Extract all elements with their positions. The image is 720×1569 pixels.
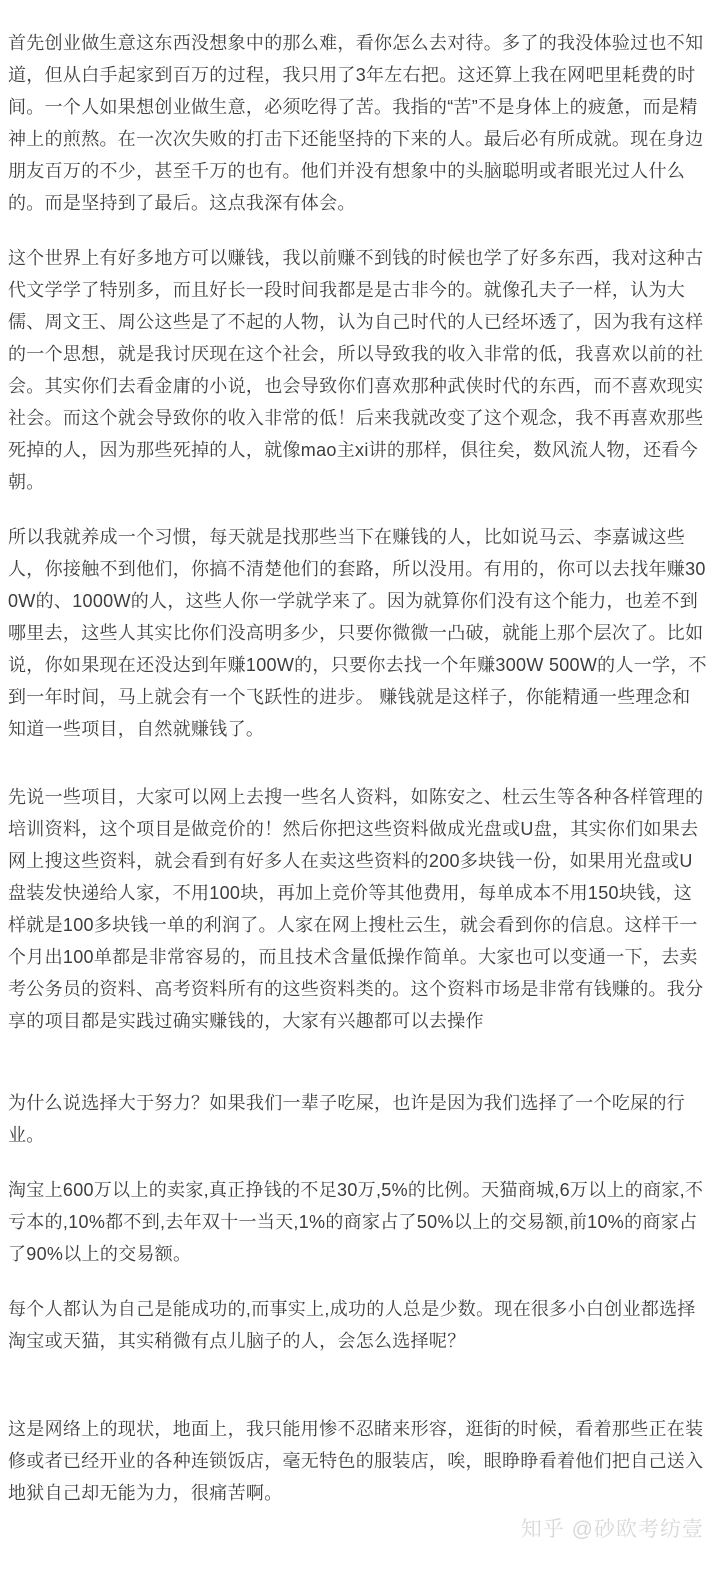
article-paragraph-4: 先说一些项目，大家可以网上去搜一些名人资料，如陈安之、杜云生等各种各样管理的培训资料，这个项目是做竞价的！然后你把这些资料做成光盘或U盘，其实你们如果去网上搜这些资料，就会看到有好多人在卖这些资料的200多块钱一份，如果用光盘或U盘装发快递给人家，不用100块，再加上竞价等其他费用，每单成本不用150块钱，这样就是100多块钱一单的利润了。人家在网上搜杜云生，就会看到你的信息。这样干一个月出100单都是非常容易的，而且技术含量低操作简单。大家也可以变通一下，去卖考公务员的资料、高考资料所有的这些资料类的。这个资料市场是非常有钱赚的。我分享的项目都是实践过确实赚钱的，大家有兴趣都可以去操作: [8, 787, 704, 1031]
article-paragraph-6: 淘宝上600万以上的卖家,真正挣钱的不足30万,5%的比例。天猫商城,6万以上的商家,不亏本的,10%都不到,去年双十一当天,1%的商家占了50%以上的交易额,前10%的商家占了90%以上的交易额。: [8, 1180, 704, 1264]
article-paragraph-1: 首先创业做生意这东西没想象中的那么难，看你怎么去对待。多了的我没体验过也不知道，但从白手起家到百万的过程，我只用了3年左右把。这还算上我在网吧里耗费的时间。一个人如果想创业做生意，必须吃得了苦。我指的“苦”不是身体上的疲惫，而是精神上的煎熬。在一次次失败的打击下还能坚持的下来的人。最后必有所成就。现在身边朋友百万的不少，甚至千万的也有。他们并没有想象中的头脑聪明或者眼光过人什么的。而是坚持到了最后。这点我深有体会。: [8, 33, 704, 213]
zhihu-watermark: 知乎 @砂欧考纺壹: [520, 1518, 704, 1541]
article-paragraph-3: 所以我就养成一个习惯，每天就是找那些当下在赚钱的人，比如说马云、李嘉诚这些人，你接触不到他们，你搞不清楚他们的套路，所以没用。有用的，你可以去找年赚300W的、1000W的人，这些人你一学就学来了。因为就算你们没有这个能力，也差不到哪里去，这些人其实比你们没高明多少，只要你微微一凸破，就能上那个层次了。比如说，你如果现在还没达到年赚100W的，只要你去找一个年赚300W 500W的人一学，不到一年时间，马上就会有一个飞跃性的进步。 赚钱就是这样子，你能精通一些理念和知道一些项目，自然就赚钱了。: [8, 527, 707, 739]
article-paragraph-7: 每个人都认为自己是能成功的,而事实上,成功的人总是少数。现在很多小白创业都选择淘宝或天猫，其实稍微有点儿脑子的人，会怎么选择呢？: [8, 1299, 696, 1351]
article-paragraph-8: 这是网络上的现状，地面上，我只能用惨不忍睹来形容，逛街的时候，看着那些正在装修或者已经开业的各种连锁饭店，毫无特色的服装店，唉，眼睁睁看着他们把自己送入地狱自己却无能为力，很痛苦啊。: [8, 1419, 704, 1503]
article-paragraph-2: 这个世界上有好多地方可以赚钱，我以前赚不到钱的时候也学了好多东西，我对这种古代文学学了特别多，而且好长一段时间我都是是古非今的。就像孔夫子一样，认为大儒、周文王、周公这些是了不起的人物，认为自己时代的人已经坏透了，因为我有这样的一个思想，就是我讨厌现在这个社会，所以导致我的收入非常的低，我喜欢以前的社会。其实你们去看金庸的小说，也会导致你们喜欢那种武侠时代的东西，而不喜欢现实社会。而这个就会导致你的收入非常的低！后来我就改变了这个观念，我不再喜欢那些死掉的人，因为那些死掉的人，就像mao主xi讲的那样，俱往矣，数风流人物，还看今朝。: [8, 248, 704, 492]
article-paragraph-5: 为什么说选择大于努力？如果我们一辈子吃屎，也许是因为我们选择了一个吃屎的行业。: [8, 1093, 686, 1145]
